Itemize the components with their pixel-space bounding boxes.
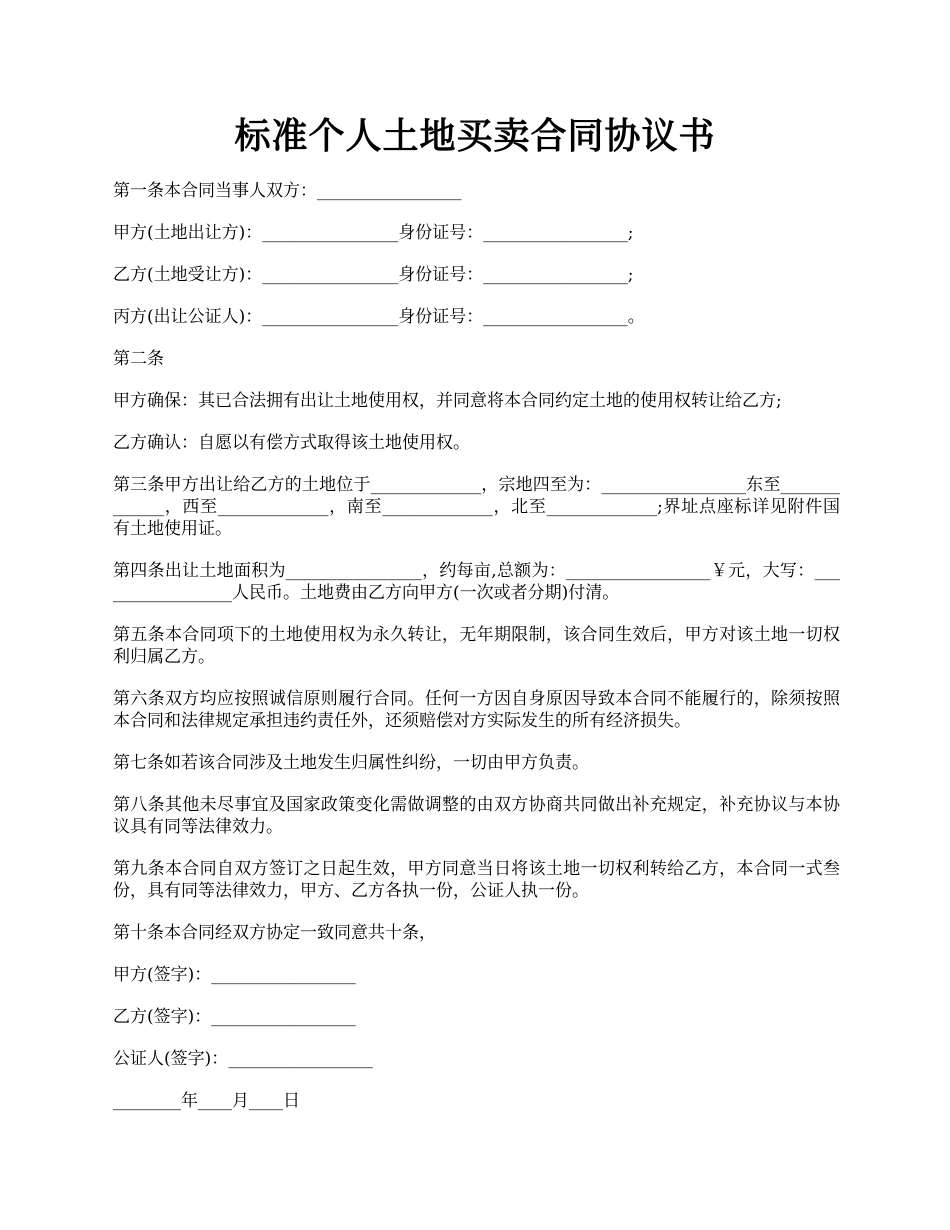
clause-10-count: 第十条本合同经双方协定一致同意共十条，	[113, 923, 436, 943]
clause-1-parties: 第一条本合同当事人双方：_________________	[113, 181, 462, 201]
clause-2-heading: 第二条	[113, 349, 164, 369]
signature-notary: 公证人(签字)：_________________	[113, 1049, 373, 1069]
clause-3-location: 第三条甲方出让给乙方的土地位于_____________，宗地四至为：_________________东至_____________，西至_____________，南至_____________，北至_____________;界址点座标详见附件国有土地使用证。	[113, 475, 840, 539]
clause-6-performance: 第六条双方均应按照诚信原则履行合同。任何一方因自身原因导致本合同不能履行的，除须按照本合同和法律规定承担违约责任外，还须赔偿对方实际发生的所有经济损失。	[113, 689, 840, 731]
clause-4-area-price: 第四条出让土地面积为________________，约每亩,总额为：_________________￥元，大写：_________________人民币。土地费由乙方向甲方(一次或者分期)付清。	[113, 561, 840, 603]
signature-party-a: 甲方(签字)：_________________	[113, 965, 356, 985]
clause-5-term: 第五条本合同项下的土地使用权为永久转让，无年期限制，该合同生效后，甲方对该土地一切权利归属乙方。	[113, 625, 840, 667]
document-title: 标准个人土地买卖合同协议书	[234, 115, 716, 157]
party-b-line: 乙方(土地受让方)：________________身份证号：_________________;	[113, 265, 634, 285]
clause-8-supplement: 第八条其他未尽事宜及国家政策变化需做调整的由双方协商共同做出补充规定，补充协议与本协议具有同等法律效力。	[113, 795, 840, 837]
document-body	[113, 180, 840, 1132]
clause-2-party-b-confirmation: 乙方确认：自愿以有偿方式取得该土地使用权。	[113, 433, 470, 453]
clause-2-party-a-guarantee: 甲方确保：其已合法拥有出让土地使用权，并同意将本合同约定土地的使用权转让给乙方;	[113, 391, 782, 411]
party-c-line: 丙方(出让公证人)：________________身份证号：_________________。	[113, 307, 645, 327]
clause-7-disputes: 第七条如若该合同涉及土地发生归属性纠纷，一切由甲方负责。	[113, 753, 589, 773]
party-a-line: 甲方(土地出让方)：________________身份证号：_________________;	[113, 223, 634, 243]
clause-9-effect: 第九条本合同自双方签订之日起生效，甲方同意当日将该土地一切权利转给乙方，本合同一式叁份，具有同等法律效力，甲方、乙方各执一份，公证人执一份。	[113, 859, 840, 901]
signature-party-b: 乙方(签字)：_________________	[113, 1007, 356, 1027]
date-line: ________年____月____日	[113, 1091, 300, 1111]
